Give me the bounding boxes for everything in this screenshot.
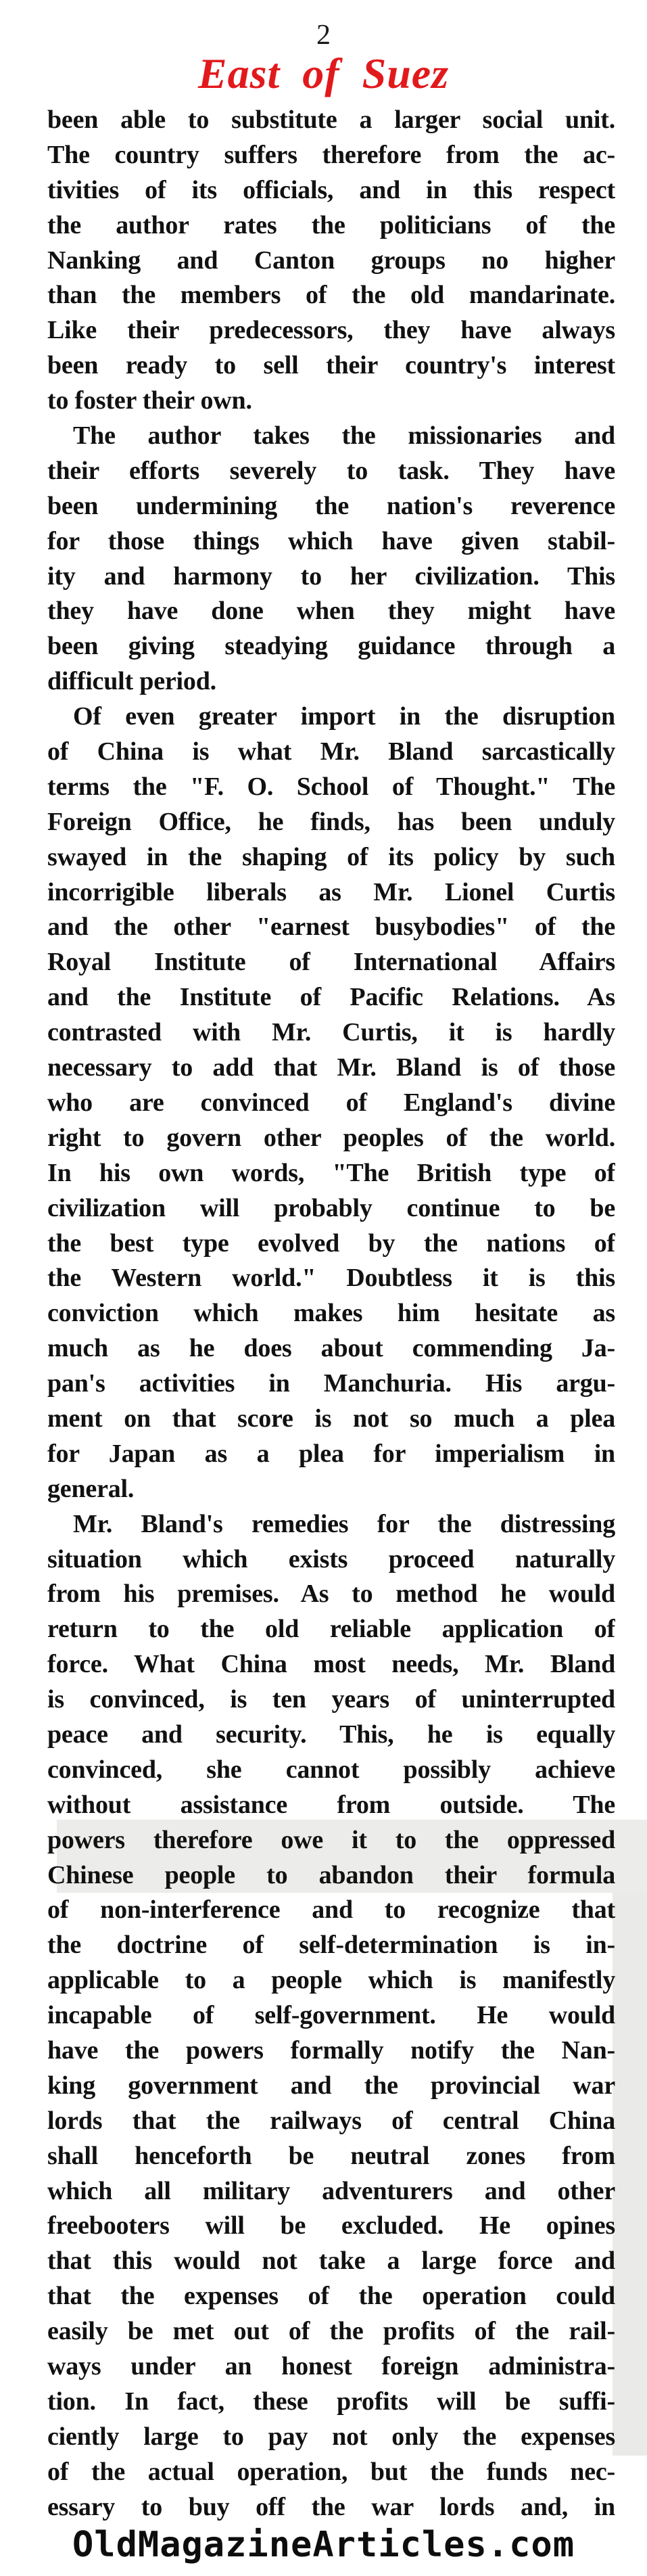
text-line: ciently large to pay not only the expenses	[47, 2422, 615, 2451]
text-line: and the Institute of Pacific Relations. As	[47, 983, 615, 1012]
text-line: is convinced, is ten years of uninterrupted	[47, 1685, 615, 1714]
text-line: ment on that score is not so much a plea	[47, 1404, 615, 1433]
text-line: applicable to a people which is manifestly	[47, 1966, 615, 1995]
text-line: essary to buy off the war lords and, in	[47, 2492, 615, 2521]
text-line: their efforts severely to task. They have	[47, 456, 615, 485]
text-line: the best type evolved by the nations of	[47, 1228, 615, 1258]
text-line: for those things which have given stabil-	[47, 526, 615, 555]
text-line: peace and security. This, he is equally	[47, 1720, 615, 1749]
text-line: convinced, she cannot possibly achieve	[47, 1755, 615, 1784]
text-line: easily be met out of the profits of the rail-	[47, 2317, 615, 2346]
text-line: that the expenses of the operation could	[47, 2282, 615, 2311]
text-line: pan's activities in Manchuria. His argu-	[47, 1369, 615, 1398]
paragraph	[47, 699, 615, 1506]
paragraph	[47, 419, 615, 699]
text-line: of the actual operation, but the funds nec-	[47, 2457, 615, 2486]
text-line: tivities of its officials, and in this respect	[47, 175, 615, 204]
text-line: powers therefore owe it to the oppressed	[47, 1825, 615, 1854]
watermark-footer: OldMagazineArticles.com	[72, 2525, 575, 2566]
text-line: of non-interference and to recognize that	[47, 1895, 615, 1925]
text-line: been giving steadying guidance through a	[47, 632, 615, 661]
text-line: Foreign Office, he finds, has been unduly	[47, 807, 615, 836]
text-line: conviction which makes him hesitate as	[47, 1299, 615, 1328]
text-line: to foster their own.	[47, 386, 252, 415]
text-line: without assistance from outside. The	[47, 1790, 615, 1819]
text-line: terms the "F. O. School of Thought." The	[47, 772, 615, 801]
text-line: from his premises. As to method he would	[47, 1580, 615, 1609]
text-line: ity and harmony to her civilization. This	[47, 561, 615, 591]
text-line: and the other "earnest busybodies" of the	[47, 913, 615, 942]
text-line: situation which exists proceed naturally	[47, 1544, 615, 1573]
paragraph	[47, 103, 615, 419]
text-line: Of even greater import in the disruption	[73, 702, 615, 731]
text-line: who are convinced of England's divine	[47, 1088, 615, 1117]
text-line: contrasted with Mr. Curtis, it is hardly	[47, 1018, 615, 1047]
paragraph	[47, 1507, 615, 2525]
text-line: tion. In fact, these profits will be suffi-	[47, 2387, 615, 2416]
text-line: the Western world." Doubtless it is this	[47, 1264, 615, 1293]
text-line: ways under an honest foreign administra-	[47, 2352, 615, 2380]
article-body	[47, 103, 615, 2525]
text-line: return to the old reliable application of	[47, 1615, 615, 1644]
text-line: In his own words, "The British type of	[47, 1158, 615, 1187]
text-line: of China is what Mr. Bland sarcastically	[47, 737, 615, 766]
text-line: which all military adventurers and other	[47, 2176, 615, 2205]
text-line: the author rates the politicians of the	[47, 210, 615, 239]
text-line: general.	[47, 1474, 135, 1503]
text-line: Mr. Bland's remedies for the distressing	[73, 1509, 615, 1538]
text-line: Chinese people to abandon their formula	[47, 1860, 615, 1889]
text-line: swayed in the shaping of its policy by such	[47, 842, 615, 871]
text-line: Royal Institute of International Affairs	[47, 948, 615, 977]
text-line: incapable of self-government. He would	[47, 2001, 615, 2030]
text-line: the doctrine of self-determination is in-	[47, 1931, 615, 1960]
article-title: East of Suez	[197, 49, 450, 97]
text-line: that this would not take a large force and	[47, 2247, 615, 2276]
text-line: Nanking and Canton groups no higher	[47, 246, 615, 275]
text-line: have the powers formally notify the Nan-	[47, 2036, 615, 2065]
text-line: they have done when they might have	[47, 597, 615, 626]
text-line: right to govern other peoples of the world.	[47, 1123, 615, 1152]
text-line: much as he does about commending Ja-	[47, 1334, 615, 1363]
text-line: difficult period.	[47, 667, 216, 696]
text-line: been able to substitute a larger social unit.	[47, 106, 615, 134]
text-line: shall henceforth be neutral zones from	[47, 2141, 615, 2170]
text-line: been ready to sell their country's interest	[47, 351, 615, 380]
scan-edge-shade	[613, 1893, 647, 2456]
text-line: force. What China most needs, Mr. Bland	[47, 1650, 615, 1679]
text-line: The country suffers therefore from the ac-	[47, 140, 615, 169]
text-line: necessary to add that Mr. Bland is of those	[47, 1053, 615, 1082]
text-line: Like their predecessors, they have always	[47, 316, 615, 345]
text-line: for Japan as a plea for imperialism in	[47, 1439, 615, 1468]
text-line: incorrigible liberals as Mr. Lionel Curtis	[47, 877, 615, 906]
text-line: been undermining the nation's reverence	[47, 491, 615, 520]
text-line: lords that the railways of central China	[47, 2106, 615, 2135]
page-number: 2	[316, 20, 331, 51]
text-line: than the members of the old mandarinate.	[47, 281, 615, 310]
text-line: king government and the provincial war	[47, 2071, 615, 2100]
text-line: The author takes the missionaries and	[73, 421, 615, 451]
text-line: civilization will probably continue to be	[47, 1193, 615, 1222]
text-line: freebooters will be excluded. He opines	[47, 2211, 615, 2240]
